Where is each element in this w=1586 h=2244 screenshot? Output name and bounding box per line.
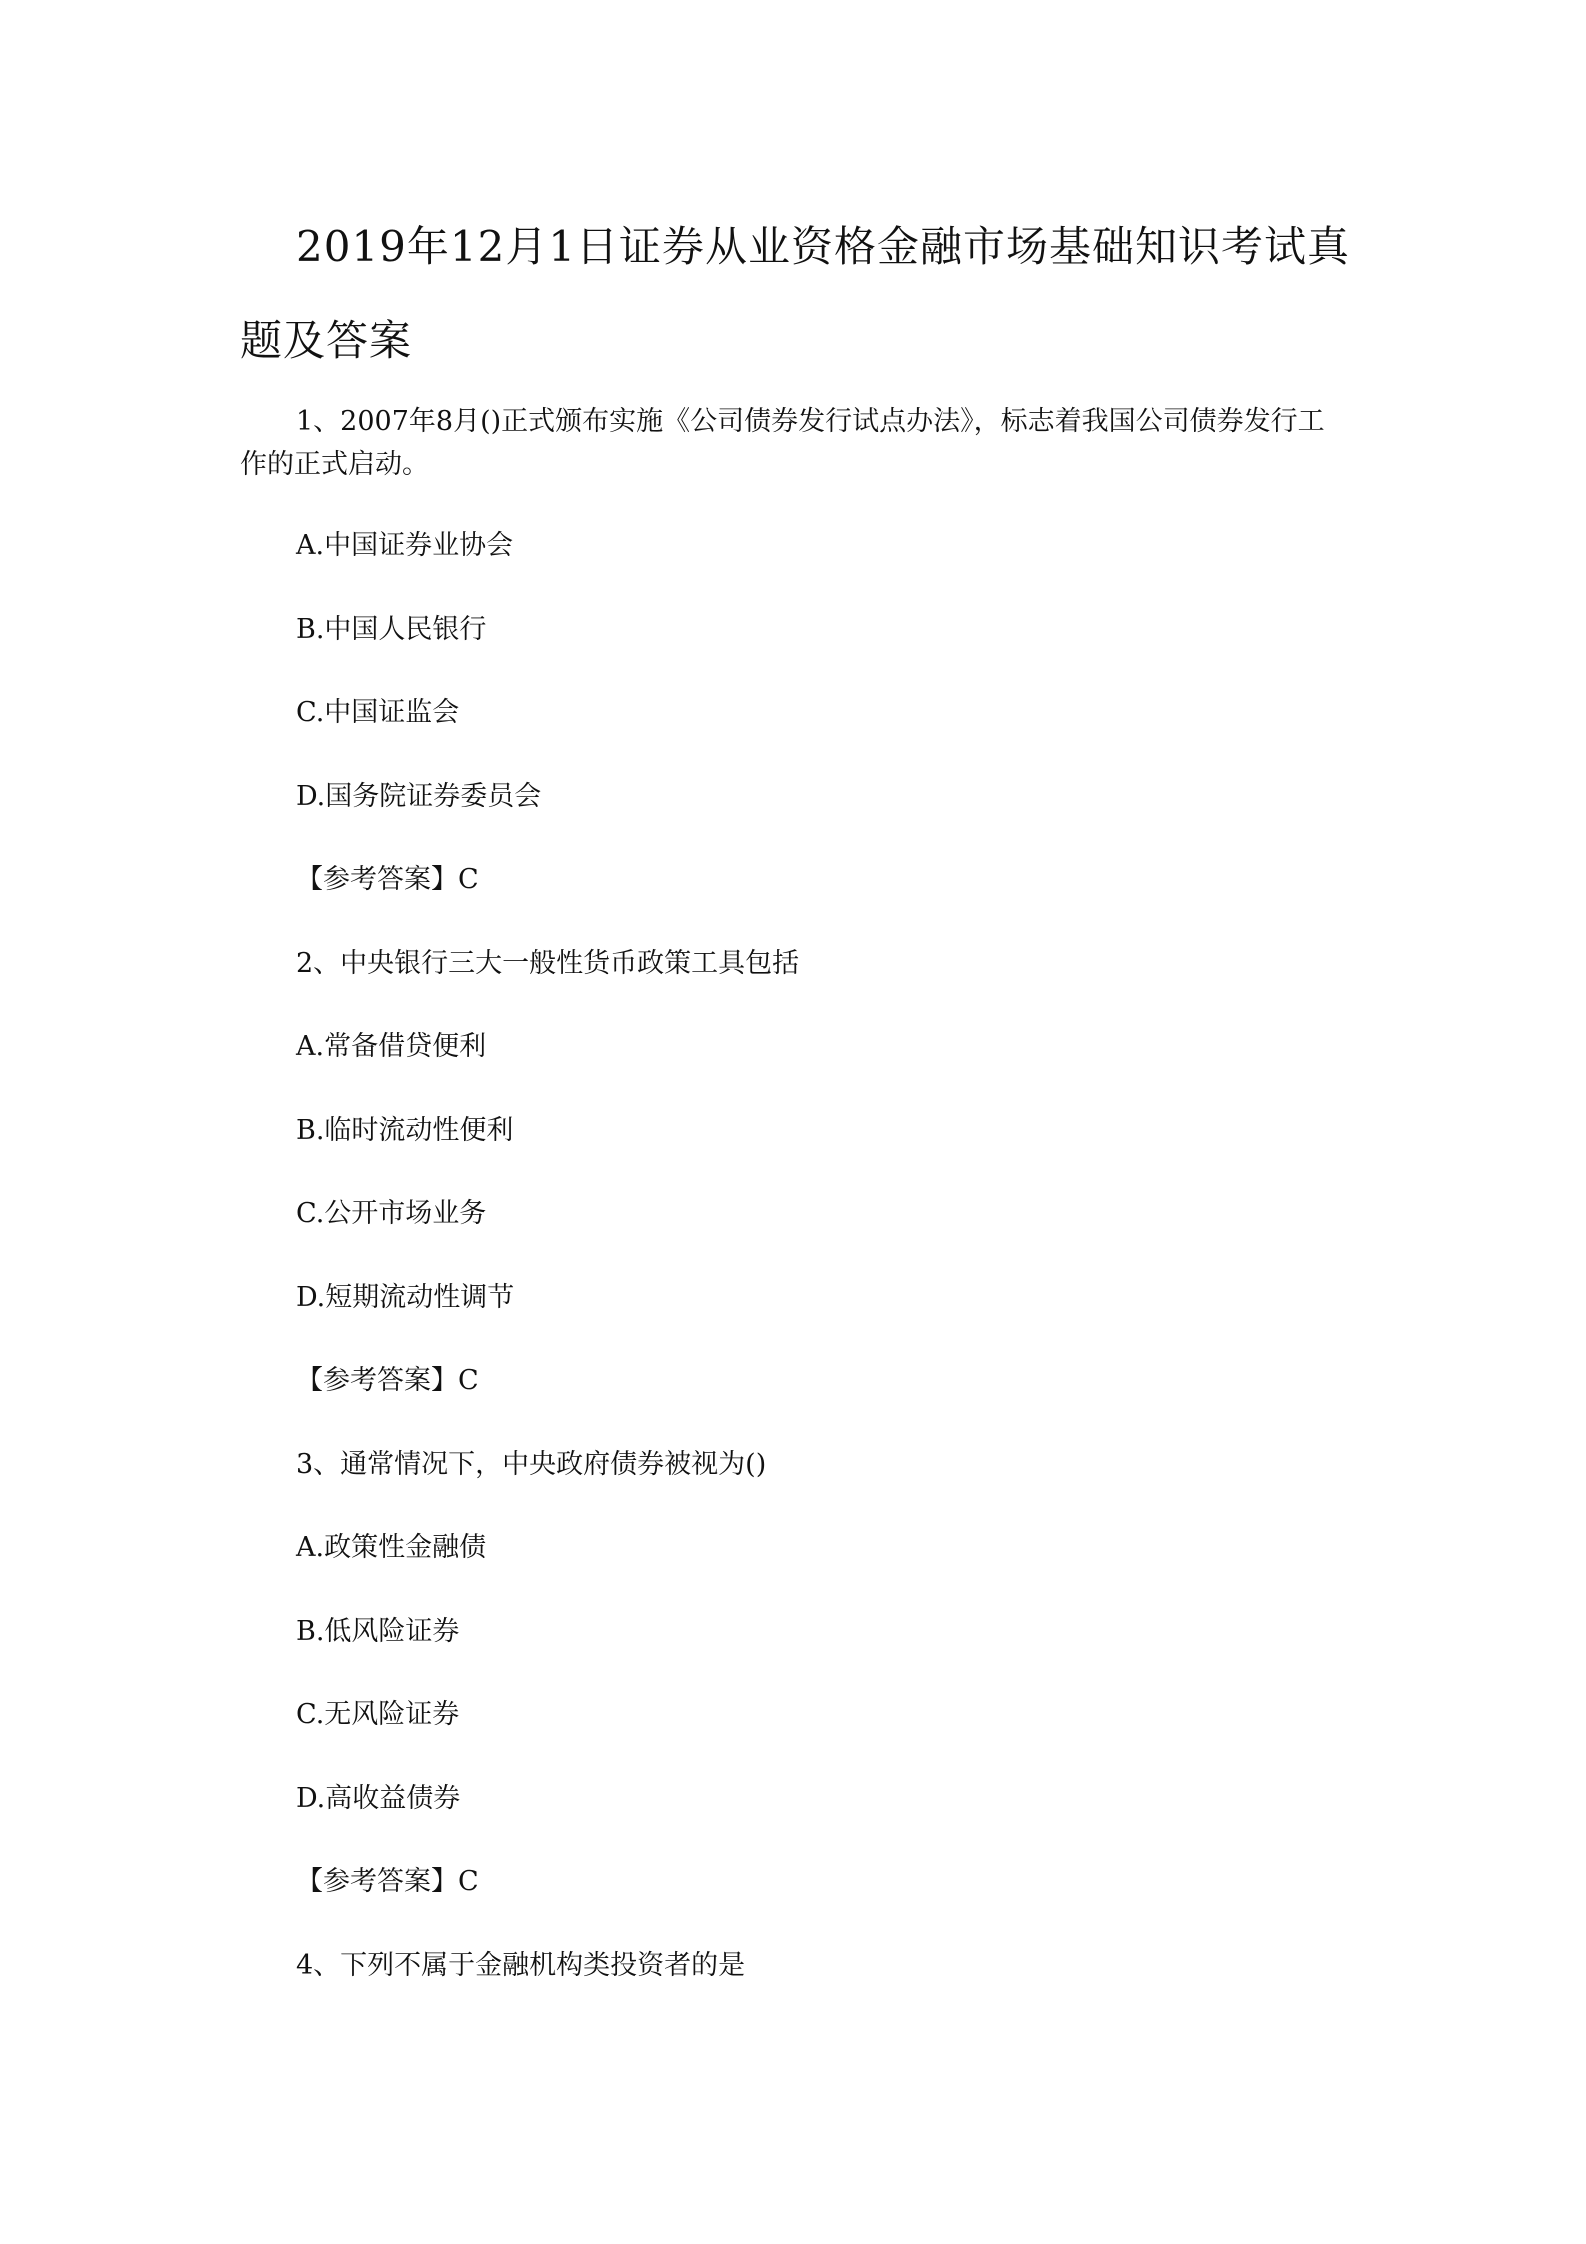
question-3-option-c: C.无风险证券 (296, 1699, 460, 1730)
question-3-option-a: A.政策性金融债 (296, 1532, 487, 1563)
question-1-option-a: A.中国证券业协会 (296, 530, 514, 561)
question-1-option-d: D.国务院证券委员会 (296, 781, 542, 812)
question-2-option-b: B.临时流动性便利 (296, 1115, 514, 1146)
question-1-stem: 1、2007年8月()正式颁布实施《公司债券发行试点办法》，标志着我国公司债券发行工作的正式启动。 (240, 406, 1325, 480)
question-4-stem: 4、下列不属于金融机构类投资者的是 (296, 1950, 746, 1981)
question-2-option-c: C.公开市场业务 (296, 1198, 487, 1229)
question-1-option-c: C.中国证监会 (296, 697, 460, 728)
question-3-stem: 3、通常情况下，中央政府债券被视为() (296, 1449, 767, 1480)
question-1-answer: 【参考答案】C (296, 864, 479, 895)
question-3-option-d: D.高收益债券 (296, 1783, 461, 1814)
question-2-option-d: D.短期流动性调节 (296, 1282, 515, 1313)
question-3-option-b: B.低风险证券 (296, 1616, 460, 1647)
document-title: 2019年12月1日证券从业资格金融市场基础知识考试真题及答案 (240, 222, 1351, 365)
question-3-answer: 【参考答案】C (296, 1866, 479, 1897)
question-2-option-a: A.常备借贷便利 (296, 1031, 487, 1062)
question-2-stem: 2、中央银行三大一般性货币政策工具包括 (296, 948, 800, 979)
question-1-option-b: B.中国人民银行 (296, 614, 487, 645)
question-2-answer: 【参考答案】C (296, 1365, 479, 1396)
